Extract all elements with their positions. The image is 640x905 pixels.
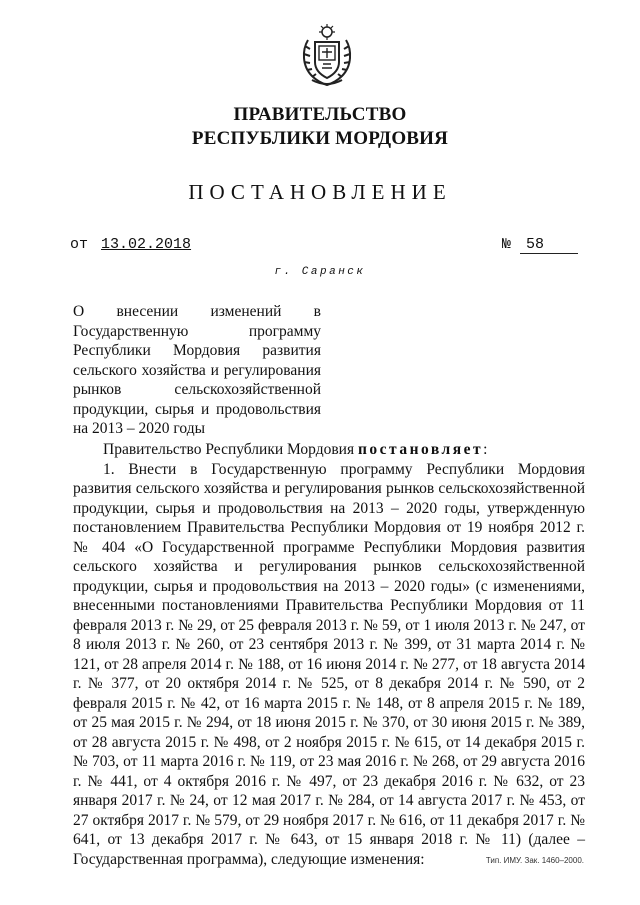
date-value: 13.02.2018 — [101, 236, 192, 253]
intro-action: постановляет — [357, 441, 484, 458]
number-field — [502, 236, 578, 254]
number-prefix: № — [502, 236, 512, 253]
print-mark: Тип. ИМУ. Зак. 1460–2000. — [485, 856, 584, 865]
number-value: 58 — [520, 236, 578, 254]
resolution-intro — [73, 440, 585, 460]
city-label: г. Саранск — [274, 266, 366, 278]
document-type-title: ПОСТАНОВЛЕНИЕ — [188, 180, 452, 204]
resolution-item-1: 1. Внести в Государственную программу Республики Мордовия развития сельского хозяйства и регулирования рынков сельскохозяйственной продукции, сырья и продовольствия на 2013 – 2020 годы, утвержденную постановлением Правительства Республики Мордовия от 19 ноября 2012 г. № 404 «О Государственной программе Республики Мордовия развития сельского хозяйства и регулирования рынков сельскохозяйственной продукции, сырья и продовольствия на 2013 – 2020 годы» (с изменениями, внесенными постановлениями Правительства Республики Мордовия от 11 февраля 2013 г. № 29, от 25 февраля 2013 г. № 59, от 1 июля 2013 г. № 247, от 8 июля 2013 г. № 260, от 23 сентября 2013 г. № 399, от 31 марта 2014 г. № 121, от 28 апреля 2014 г. № 188, от 16 июня 2014 г. № 277, от 18 августа 2014 г. № 377, от 20 октября 2014 г. № 525, от 8 декабря 2014 г. № 590, от 2 февраля 2015 г. № 42, от 16 марта 2015 г. № 148, от 8 апреля 2015 г. № 189, от 25 мая 2015 г. № 294, от 18 июня 2015 г. № 370, от 30 июня 2015 г. № 389, от 28 августа 2015 г. № 498, от 2 ноября 2015 г. № 615, от 14 декабря 2015 г. № 703, от 11 марта 2016 г. № 119, от 23 мая 2016 г. № 268, от 29 августа 2016 г. № 441, от 4 октября 2016 г. № 497, от 23 декабря 2016 г. № 632, от 23 января 2017 г. № 24, от 12 мая 2017 г. № 284, от 14 августа 2017 г. № 453, от 27 октября 2017 г. № 579, от 29 ноября 2017 г. № 616, от 11 декабря 2017 г. № 641, от 13 декабря 2017 г. № 643, от 15 января 2018 г. № 11) (далее – Государственная программа), следующие изменения: — [73, 460, 585, 868]
org-name-line2: РЕСПУБЛИКИ МОРДОВИЯ — [191, 128, 449, 149]
date-field — [70, 236, 191, 253]
date-prefix: от — [70, 236, 89, 253]
org-name-line1: ПРАВИТЕЛЬСТВО — [233, 104, 407, 125]
intro-text: Правительство Республики Мордовия — [103, 441, 355, 458]
document-subject: О внесении изменений в Государственную программу Республики Мордовия развития сельского хозяйства и регулирования рынков сельскохозяйственной продукции, сырья и продовольствия на 2013 – 2020 годы — [73, 303, 321, 437]
coat-of-arms-icon — [298, 22, 356, 88]
intro-colon: : — [483, 441, 488, 458]
document-body — [73, 440, 585, 869]
